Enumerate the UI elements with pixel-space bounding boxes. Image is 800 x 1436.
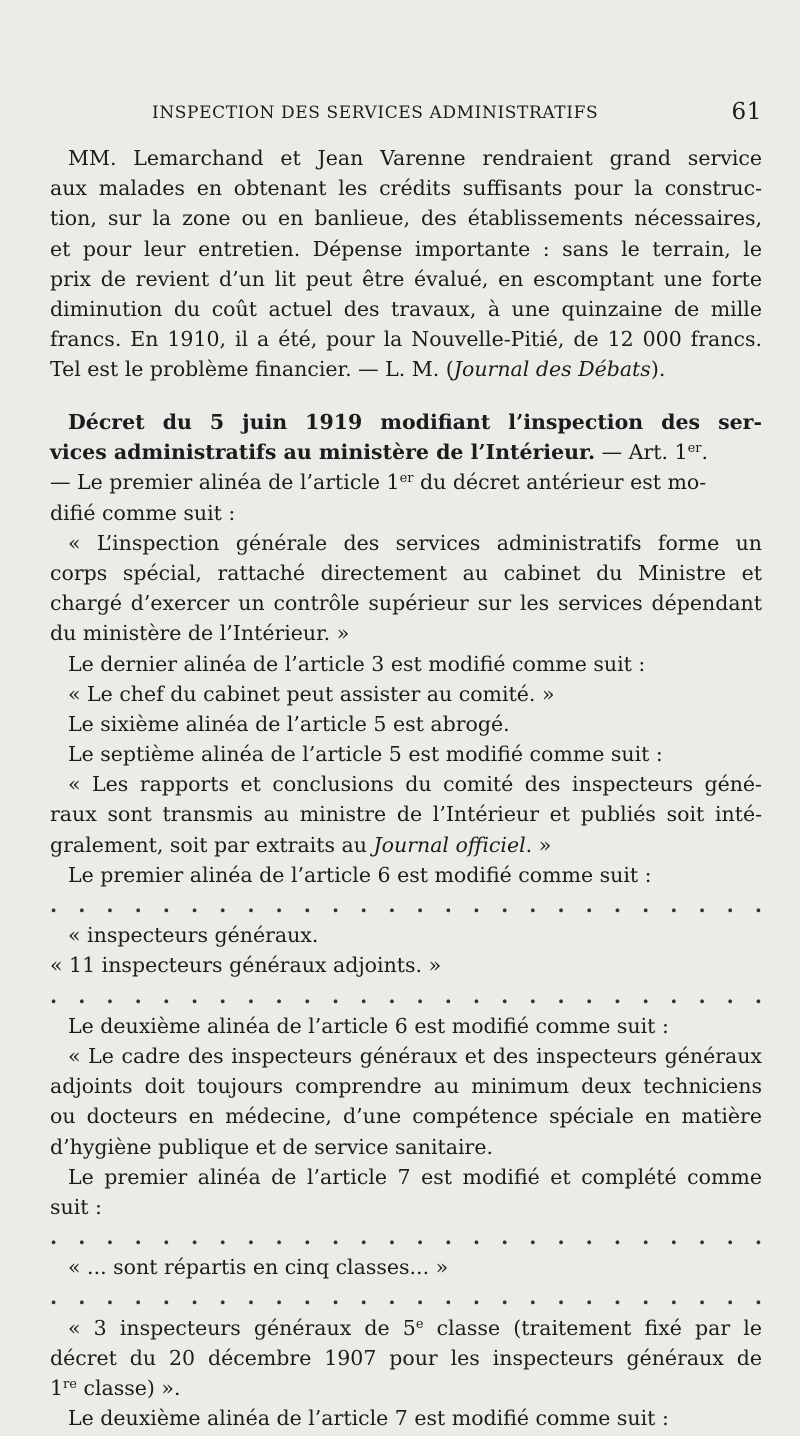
text-line: Le dernier alinéa de l’article 3 est modifié comme suit : <box>68 651 646 676</box>
decree-title: Décret du 5 juin 1919 modifiant l’inspection des ser- <box>68 410 762 434</box>
decree-title-line2: vices administratifs au ministère de l’Intérieur. — Art. 1er. <box>50 440 709 465</box>
text-line: adjoints doit toujours comprendre au minimum deux techniciens <box>50 1074 762 1099</box>
text-line: prix de revient d’un lit peut être évalué, en escomptant une forte <box>50 266 762 291</box>
text-line: d’hygiène publique et de service sanitaire. <box>50 1134 493 1159</box>
text-line: « inspecteurs généraux. <box>68 923 319 948</box>
text-line: tion, sur la zone ou en banlieue, des établissements nécessaires, <box>50 206 762 231</box>
text-line: suit : <box>50 1194 102 1219</box>
text-line: ou docteurs en médecine, d’une compétence spéciale en matière <box>50 1104 762 1129</box>
text-line: francs. En 1910, il a été, pour la Nouvelle-Pitié, de 12 000 francs. <box>50 327 762 352</box>
text-line: du ministère de l’Intérieur. » <box>50 621 350 646</box>
text-line: Le septième alinéa de l’article 5 est modifié comme suit : <box>68 742 663 767</box>
text-line: diminution du coût actuel des travaux, à une quinzaine de mille <box>50 296 762 321</box>
text-line: Le premier alinéa de l’article 6 est modifié comme suit : <box>68 862 652 887</box>
text-line-source: Tel est le problème financier. — L. M. (Journal des Débats). <box>50 357 666 382</box>
ellipsis-dots: . . . . . . . . . . . . . . . . . . . . . . . . . . <box>50 1285 762 1310</box>
text-line: « Les rapports et conclusions du comité des inspecteurs géné- <box>68 772 762 797</box>
paragraph-hospital-costs <box>50 143 762 385</box>
text-line: difié comme suit : <box>50 500 236 525</box>
text-line: 1re classe) ». <box>50 1376 181 1400</box>
text-line: corps spécial, rattaché directement au cabinet du Ministre et <box>50 560 762 585</box>
source-journal: Journal des Débats <box>453 357 651 382</box>
text-line: « Le cadre des inspecteurs généraux et des inspecteurs généraux <box>68 1043 762 1068</box>
decree-section <box>50 407 762 1433</box>
text-line: chargé d’exercer un contrôle supérieur sur les services dépendant <box>50 591 762 616</box>
text-line: MM. Lemarchand et Jean Varenne rendraient grand service <box>68 146 762 170</box>
text-line: « L’inspection générale des services administratifs forme un <box>68 530 762 555</box>
running-header <box>152 99 762 125</box>
ellipsis-dots: . . . . . . . . . . . . . . . . . . . . . . . . . . <box>50 893 762 917</box>
text-line: « 11 inspecteurs généraux adjoints. » <box>50 953 442 978</box>
text-line: « 3 inspecteurs généraux de 5e classe (traitement fixé par le <box>68 1315 762 1340</box>
text-line: Le deuxième alinéa de l’article 7 est modifié comme suit : <box>68 1406 669 1431</box>
ellipsis-dots: . . . . . . . . . . . . . . . . . . . . . . . . . . <box>50 983 762 1008</box>
text-line: Le deuxième alinéa de l’article 6 est modifié comme suit : <box>68 1013 669 1038</box>
official-journal: Journal officiel <box>373 832 526 857</box>
text-line: gralement, soit par extraits au Journal officiel. » <box>50 832 552 857</box>
text-line: Le premier alinéa de l’article 7 est modifié et complété comme <box>68 1164 762 1189</box>
text-line: « Le chef du cabinet peut assister au comité. » <box>68 681 555 706</box>
page-number: 61 <box>731 99 762 125</box>
running-title: INSPECTION DES SERVICES ADMINISTRATIFS <box>152 103 599 123</box>
ellipsis-dots: . . . . . . . . . . . . . . . . . . . . . . . . . . <box>50 1225 762 1250</box>
text-line: et pour leur entretien. Dépense importante : sans le terrain, le <box>50 236 762 261</box>
text-line: « ... sont répartis en cinq classes... » <box>68 1255 449 1280</box>
text-line: raux sont transmis au ministre de l’Intérieur et publiés soit inté- <box>50 802 762 827</box>
text-line: Le sixième alinéa de l’article 5 est abrogé. <box>68 711 510 736</box>
text-line: décret du 20 décembre 1907 pour les inspecteurs généraux de <box>50 1345 762 1370</box>
text-line: — Le premier alinéa de l’article 1er du décret antérieur est mo- <box>50 470 707 495</box>
text-line: aux malades en obtenant les crédits suffisants pour la construc- <box>50 176 762 201</box>
